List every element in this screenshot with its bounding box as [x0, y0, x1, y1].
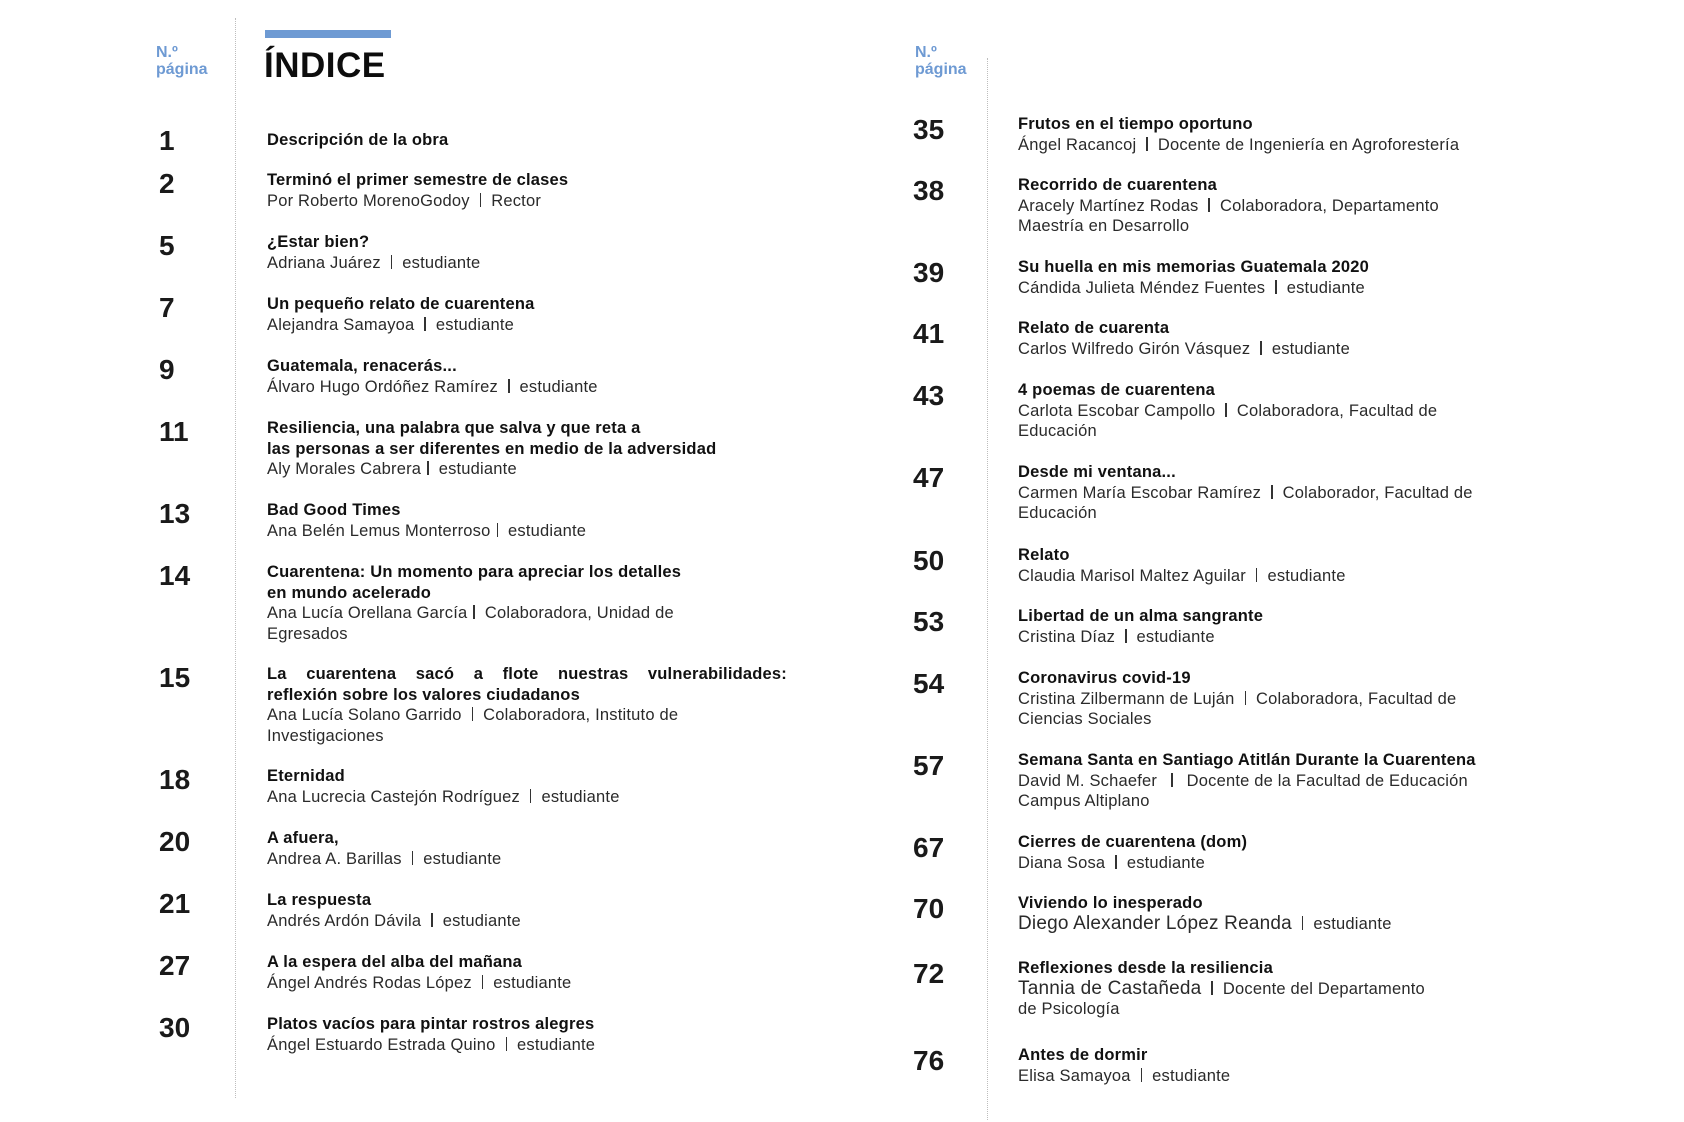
entry-title: Cierres de cuarentena (dom): [1018, 833, 1248, 851]
separator: [508, 379, 510, 393]
separator: [1275, 280, 1277, 294]
entry-title: Terminó el primer semestre de clases: [267, 171, 569, 189]
entry-role: Docente de Ingeniería en Agroforestería: [1157, 135, 1460, 154]
entry-role: Docente del Departamento: [1222, 979, 1425, 998]
entry-title-line2: en mundo acelerado: [267, 583, 432, 602]
page-number: 50: [913, 545, 945, 576]
separator: [480, 193, 482, 207]
entry-role: estudiante: [1286, 278, 1365, 297]
page-number: 7: [159, 292, 175, 323]
separator: [472, 707, 474, 721]
entry-role: estudiante: [402, 253, 481, 272]
entry-role-line2: Egresados: [267, 624, 348, 643]
entry-role: estudiante: [438, 460, 517, 478]
entry-role-line2: Educación: [1018, 422, 1097, 440]
entry-title: ¿Estar bien?: [267, 233, 370, 251]
entry-author: Ángel Racancoj: [1018, 135, 1137, 154]
page-number: 18: [159, 764, 191, 795]
separator: [431, 913, 433, 927]
entry-title: Guatemala, renacerás...: [267, 357, 457, 375]
entry-author: Ana Lucía Orellana García: [267, 604, 468, 622]
page-number: 27: [159, 950, 191, 981]
left-divider: [235, 18, 236, 1098]
entry-author: Carlota Escobar Campollo: [1018, 401, 1216, 420]
separator: [1146, 137, 1148, 151]
entry-title: Platos vacíos para pintar rostros alegres: [267, 1015, 595, 1033]
entry-title: Semana Santa en Santiago Atitlán Durante la Cuarentena: [1018, 751, 1476, 769]
entry-author: Carmen María Escobar Ramírez: [1018, 483, 1262, 502]
page-number-label-left: N.º página: [156, 44, 208, 78]
entry-role-line2: Maestría en Desarrollo: [1018, 217, 1190, 235]
entry-author: Carlos Wilfredo Girón Vásquez: [1018, 339, 1251, 358]
entry-author: Andrés Ardón Dávila: [267, 911, 422, 930]
entry-role: Colaboradora, Departamento: [1219, 196, 1439, 215]
entry-author: Por Roberto MorenoGodoy: [267, 191, 470, 210]
entry-role-line2: Investigaciones: [267, 726, 384, 745]
entry-role: Colaborador, Facultad de: [1282, 483, 1473, 502]
entry-role: estudiante: [517, 1035, 596, 1054]
separator: [1211, 981, 1213, 995]
page-number: 67: [913, 832, 945, 863]
page-number: 13: [159, 498, 191, 529]
separator: [1256, 568, 1258, 582]
separator: [1141, 1068, 1143, 1082]
entry-title: Antes de dormir: [1018, 1046, 1148, 1064]
separator: [391, 255, 393, 269]
entry-title: Eternidad: [267, 767, 345, 785]
page-number: 41: [913, 318, 945, 349]
entry-role-line2: Campus Altiplano: [1018, 792, 1150, 810]
entry-title: Resiliencia, una palabra que salva y que reta a: [267, 419, 641, 437]
entry-role: estudiante: [442, 911, 521, 930]
entry-role-line2: de Psicología: [1018, 1000, 1120, 1018]
entry-role: estudiante: [1313, 914, 1392, 933]
separator: [1171, 773, 1173, 787]
entry-author: Aly Morales Cabrera: [267, 460, 422, 478]
entry-role-line2: Ciencias Sociales: [1018, 710, 1152, 728]
page-number: 53: [913, 606, 945, 637]
entry-title-line2: reflexión sobre los valores ciudadanos: [267, 685, 580, 704]
entry-role: estudiante: [1136, 627, 1215, 646]
entry-role: Colaboradora, Facultad de: [1236, 401, 1438, 420]
entry-author: Ana Belén Lemus Monterroso: [267, 521, 491, 540]
title-accent-bar: [265, 30, 391, 38]
page-number: 57: [913, 750, 945, 781]
entry-role: Colaboradora, Facultad de: [1256, 689, 1457, 708]
entry-title: Desde mi ventana...: [1018, 463, 1176, 481]
entry-role: estudiante: [1152, 1066, 1231, 1085]
entry-role: Docente de la Facultad de Educación: [1186, 771, 1468, 790]
page-number: 21: [159, 888, 191, 919]
separator: [506, 1037, 508, 1051]
entry-author: Cristina Zilbermann de Luján: [1018, 689, 1235, 708]
entry-role: Rector: [491, 191, 542, 210]
page-number: 43: [913, 380, 945, 411]
separator: [473, 605, 475, 619]
entry-title: Viviendo lo inesperado: [1018, 894, 1203, 912]
entry-role-line2: Educación: [1018, 504, 1097, 522]
entry-author: Diana Sosa: [1018, 853, 1106, 872]
separator: [1271, 485, 1273, 499]
entry-author: Andrea A. Barillas: [267, 849, 402, 868]
entry-author: Álvaro Hugo Ordóñez Ramírez: [267, 377, 498, 396]
page-title: ÍNDICE: [264, 46, 386, 85]
entry-author: Ángel Andrés Rodas López: [267, 973, 472, 992]
entry-title: 4 poemas de cuarentena: [1018, 381, 1215, 399]
separator: [482, 975, 484, 989]
separator: [1245, 691, 1247, 705]
separator: [412, 851, 414, 865]
entry-title: Su huella en mis memorias Guatemala 2020: [1018, 258, 1369, 276]
page-number: 14: [159, 560, 191, 591]
entry-role: estudiante: [508, 521, 587, 540]
entry-role: estudiante: [493, 973, 572, 992]
entry-title: La cuarentena sacó a flote nuestras vulnerabilidades:: [267, 665, 787, 683]
entry-title: Un pequeño relato de cuarentena: [267, 295, 535, 313]
entry-role: estudiante: [541, 787, 620, 806]
page-number: 11: [159, 416, 189, 447]
separator: [1302, 916, 1304, 930]
entry-author: Diego Alexander López Reanda: [1018, 912, 1292, 934]
entry-role: Colaboradora, Unidad de: [484, 604, 674, 622]
entry-title: La respuesta: [267, 891, 372, 909]
entry-title: Reflexiones desde la resiliencia: [1018, 959, 1273, 977]
entry-title: Descripción de la obra: [267, 131, 449, 149]
entry-author: Ana Lucrecia Castejón Rodríguez: [267, 787, 520, 806]
entry-title: Frutos en el tiempo oportuno: [1018, 115, 1253, 133]
entry-role: estudiante: [423, 849, 502, 868]
entry-title: A afuera,: [267, 829, 339, 847]
page-number: 39: [913, 257, 945, 288]
entry-title: A la espera del alba del mañana: [267, 953, 523, 971]
page-number: 15: [159, 662, 191, 693]
separator: [427, 461, 429, 475]
entry-author: Cándida Julieta Méndez Fuentes: [1018, 278, 1266, 297]
separator: [1125, 629, 1127, 643]
entry-title: Bad Good Times: [267, 501, 401, 519]
entry-title: Cuarentena: Un momento para apreciar los detalles: [267, 563, 682, 581]
entry-author: Alejandra Samayoa: [267, 315, 415, 334]
entry-role: estudiante: [1126, 853, 1205, 872]
page-number: 2: [159, 168, 175, 199]
separator: [424, 317, 426, 331]
entry-author: Ana Lucía Solano Garrido: [267, 706, 462, 724]
separator: [497, 523, 499, 537]
separator: [1260, 341, 1262, 355]
page-number-label-right: N.º página: [915, 44, 967, 78]
page-number: 72: [913, 958, 945, 989]
entry-title: Relato: [1018, 546, 1070, 564]
page-number: 20: [159, 826, 191, 857]
entry-role: estudiante: [435, 315, 515, 334]
entry-title: Recorrido de cuarentena: [1018, 176, 1217, 194]
entry-author: Adriana Juárez: [267, 253, 381, 272]
page-number: 35: [913, 114, 945, 145]
page-number: 9: [159, 354, 175, 385]
entry-title: Libertad de un alma sangrante: [1018, 607, 1264, 625]
right-divider: [987, 58, 988, 1120]
separator: [1208, 198, 1210, 212]
entry-role: Colaboradora, Instituto de: [483, 706, 679, 724]
entry-title: Coronavirus covid-19: [1018, 669, 1191, 687]
entry-author: Claudia Marisol Maltez Aguilar: [1018, 566, 1246, 585]
separator: [1115, 855, 1117, 869]
entry-role: estudiante: [1271, 339, 1350, 358]
separator: [1225, 403, 1227, 417]
entry-author: Aracely Martínez Rodas: [1018, 196, 1199, 215]
page-number: 30: [159, 1012, 191, 1043]
entry-role: estudiante: [519, 377, 598, 396]
page-number: 70: [913, 893, 945, 924]
page-number: 5: [159, 230, 175, 261]
entry-author: Ángel Estuardo Estrada Quino: [267, 1035, 496, 1054]
entry-author: Cristina Díaz: [1018, 627, 1116, 646]
entry-role: estudiante: [1267, 566, 1346, 585]
entry-title-line2: las personas a ser diferentes en medio de la adversidad: [267, 439, 717, 458]
entry-title: Relato de cuarenta: [1018, 319, 1170, 337]
page-number: 76: [913, 1045, 945, 1076]
page-number: 47: [913, 462, 945, 493]
entry-author: David M. Schaefer: [1018, 771, 1158, 790]
entry-author: Elisa Samayoa: [1018, 1066, 1131, 1085]
entry-author: Tannia de Castañeda: [1018, 977, 1202, 999]
separator: [530, 789, 532, 803]
page-number: 1: [159, 125, 175, 156]
page-number: 54: [913, 668, 945, 699]
page-number: 38: [913, 175, 945, 206]
